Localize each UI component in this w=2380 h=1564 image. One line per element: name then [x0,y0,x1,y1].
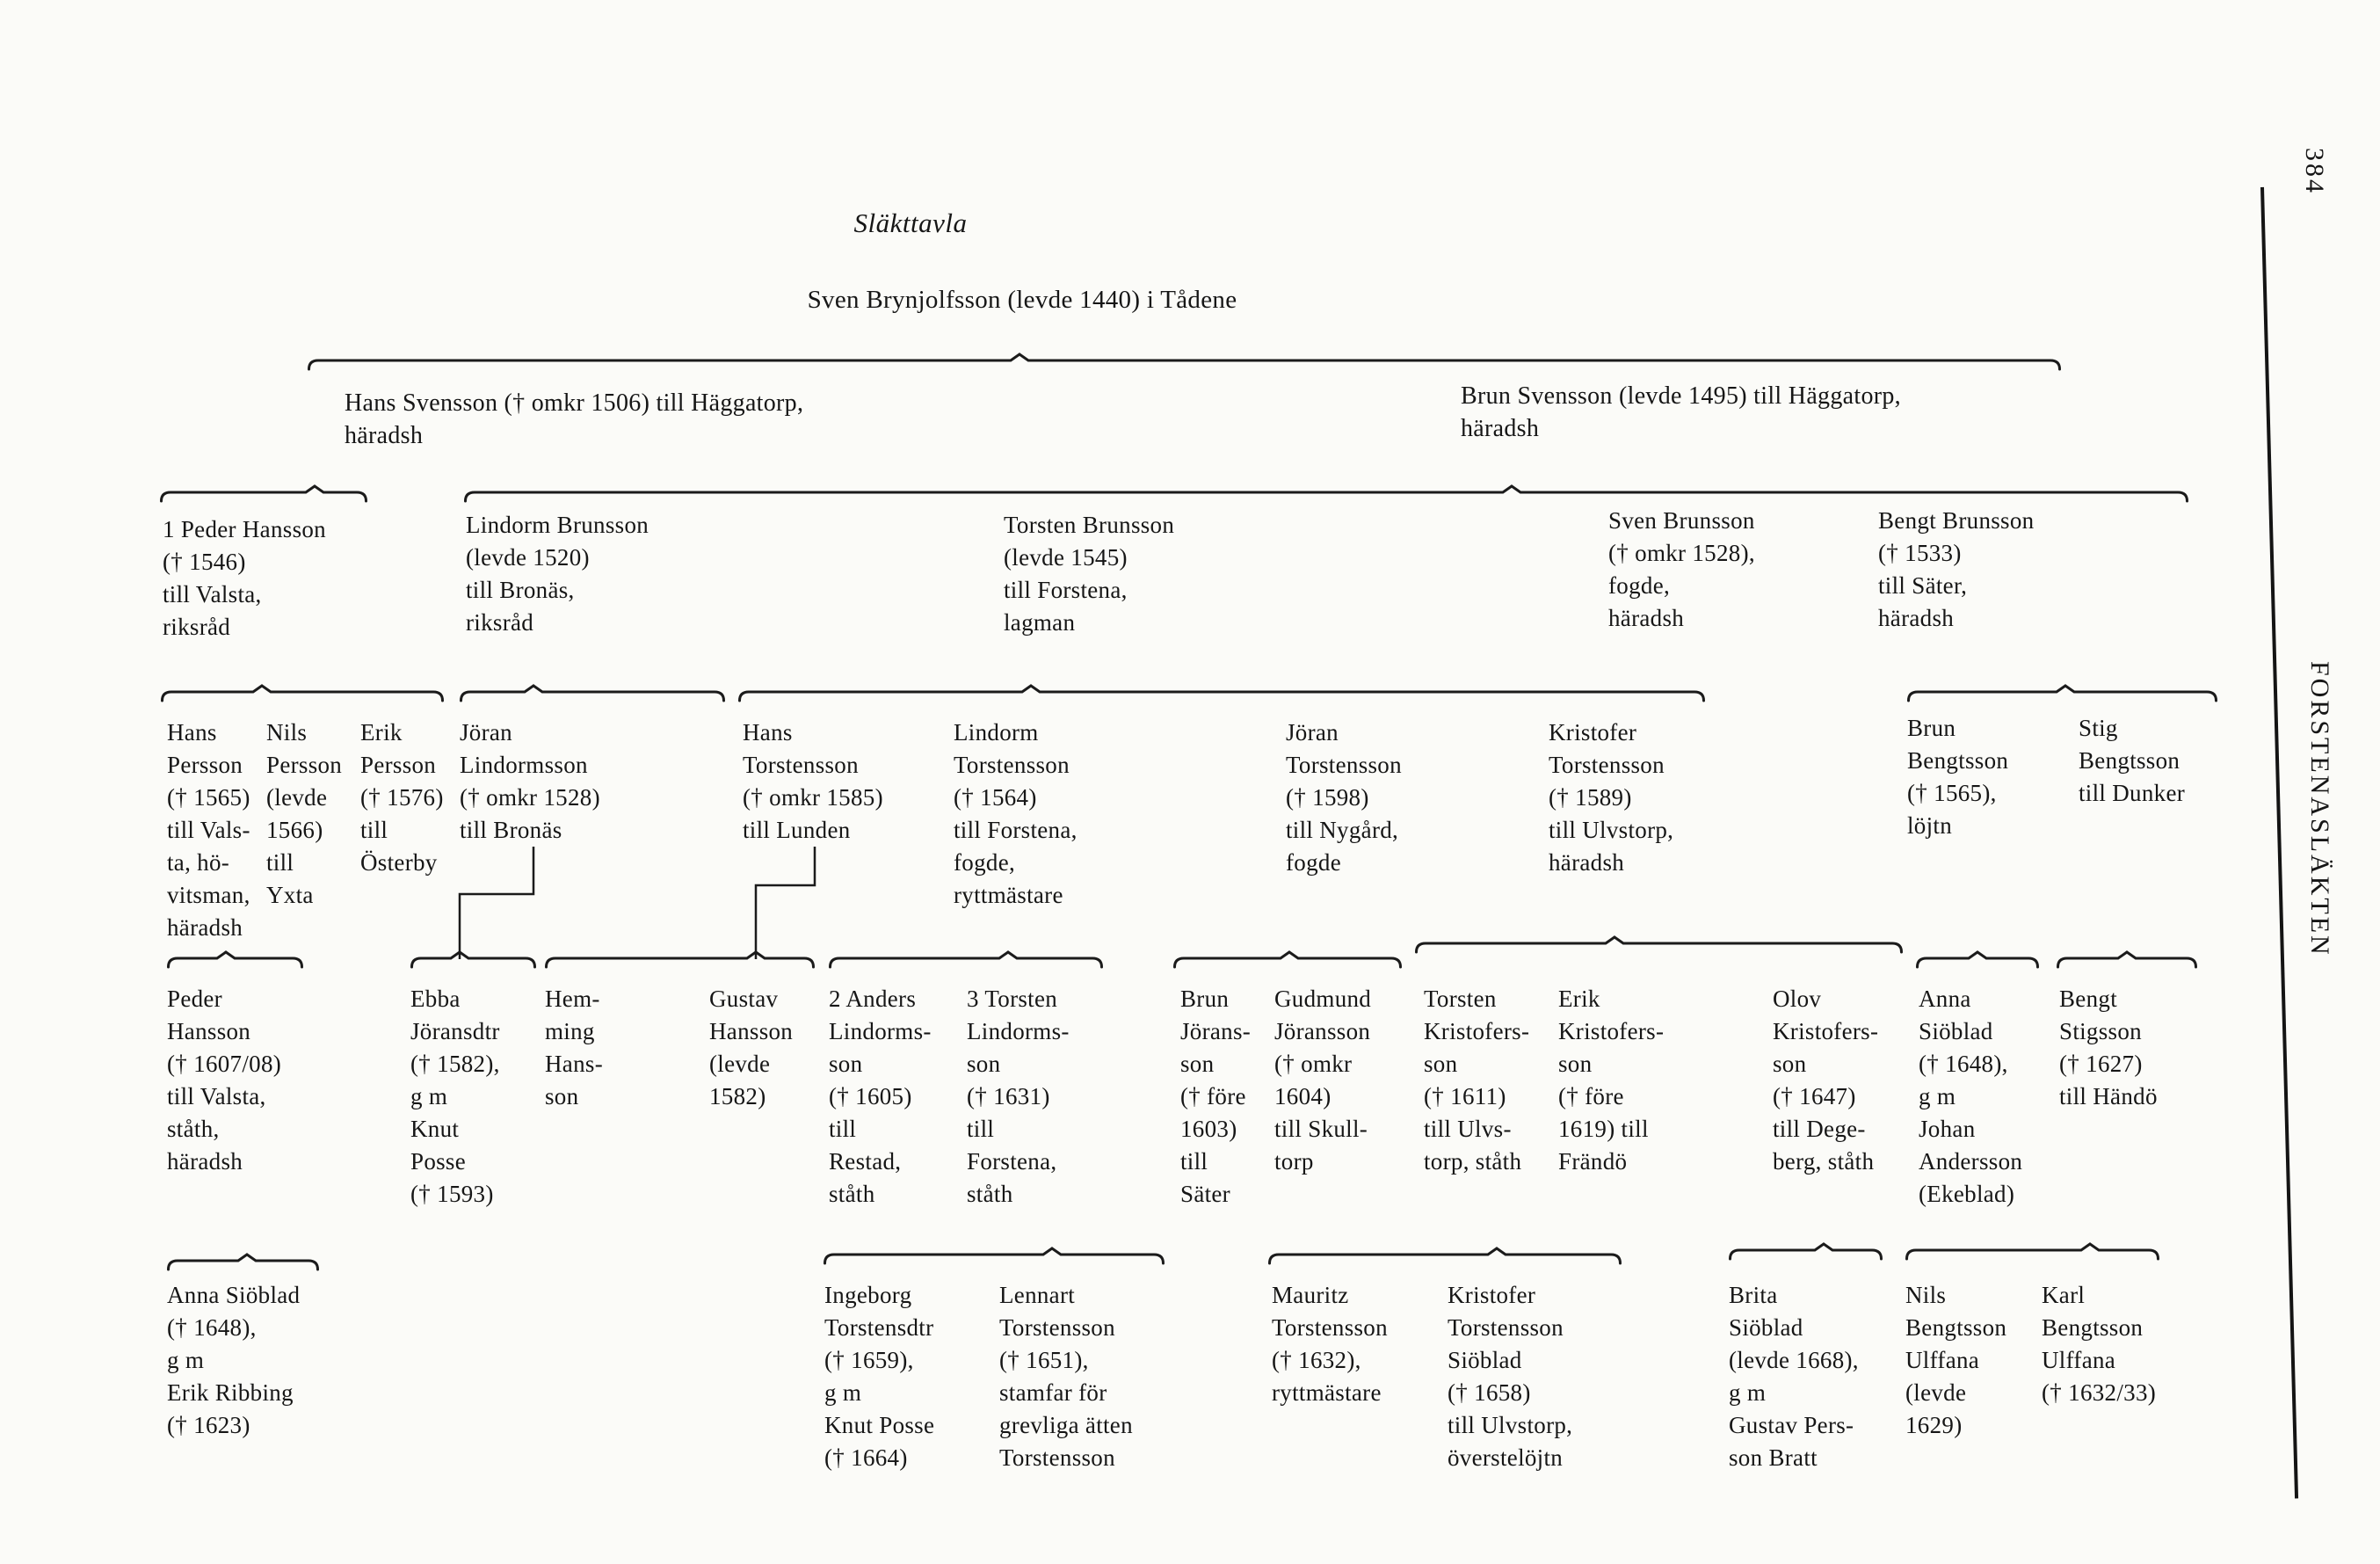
margin-rule [2260,187,2298,1499]
person-ingeborg-torstensdtr: Ingeborg Torstensdtr († 1659), g m Knut Posse († 1664) [824,1282,935,1471]
person-lindorm-torstensson: Lindorm Torstensson († 1564) till Forstena, fogde, ryttmästare [954,719,1078,908]
person-joran-lindormsson: Jöran Lindormsson († omkr 1528) till Bronäs [460,719,600,843]
brace-kristofer-torstensson-children [1415,935,1903,959]
brace-bengt-brunsson-children [1907,684,2217,708]
brace-bengt-stigsson-children [1905,1242,2159,1266]
brace-lindorm-torstensson-children [829,950,1103,974]
brace-lindorm-brunsson-children [460,684,725,708]
person-karl-bengtsson-ulffana: Karl Bengtsson Ulffana († 1632/33) [2042,1282,2157,1406]
person-hemming-hansson: Hem- ming Hans- son [545,986,603,1109]
brace-stig-bengtsson-children [2057,950,2197,974]
brace-brun-svensson-children [464,484,2188,508]
person-hans-persson: Hans Persson († 1565) till Vals- ta, hö- vitsman, häradsh [167,719,250,941]
person-erik-kristofersson: Erik Kristofers- son († före 1619) till Frändö [1558,986,1665,1175]
brace-gen1-children [308,353,2061,376]
person-brun-svensson: Brun Svensson (levde 1495) till Häggatorp, häradsh [1461,382,1901,442]
brace-brun-bengtsson-children [1916,950,2039,974]
person-lennart-torstensson: Lennart Torstensson († 1651), stamfar för grevliga ätten Torstensson [999,1282,1133,1471]
person-brun-bengtsson: Brun Bengtsson († 1565), löjtn [1907,715,2009,839]
person-torsten-lindormsson: 3 Torsten Lindorms- son († 1631) till Forstena, ståth [967,986,1070,1207]
brace-torsten-lindormsson-children [824,1247,1165,1270]
person-anna-sioblad-ribbing: Anna Siöblad († 1648), g m Erik Ribbing († 1623) [167,1282,301,1438]
person-sven-brynjolfsson: Sven Brynjolfsson (levde 1440) i Tådene [807,286,1237,314]
person-brun-joransson: Brun Jörans- son († före 1603) till Säter [1180,986,1252,1207]
person-kristofer-torstensson-sioblad: Kristofer Torstensson Siöblad († 1658) till Ulvstorp, överstelöjtn [1448,1282,1573,1471]
person-nils-persson: Nils Persson (levde 1566) till Yxta [266,719,343,908]
person-bengt-stigsson: Bengt Stigsson († 1627) till Händö [2059,986,2158,1109]
person-olov-kristofersson: Olov Kristofers- son († 1647) till Dege- berg, ståth [1773,986,1879,1175]
margin-chapter-title: FORSTENASLÄKTEN [2305,661,2334,957]
person-hans-svensson: Hans Svensson († omkr 1506) till Häggatorp, häradsh [345,389,804,449]
person-peder-hansson-1607: Peder Hansson († 1607/08) till Valsta, ståth, häradsh [167,986,282,1175]
brace-joran-torstensson-children [1173,950,1402,974]
table-title: Släkttavla [853,207,968,238]
person-brita-sioblad: Brita Siöblad (levde 1668), g m Gustav Pers- son Bratt [1729,1282,1859,1471]
person-gudmund-joransson: Gudmund Jöransson († omkr 1604) till Skull- torp [1274,986,1372,1175]
person-nils-bengtsson-ulffana: Nils Bengtsson Ulffana (levde 1629) [1905,1282,2007,1438]
person-anna-sioblad-ekeblad: Anna Siöblad († 1648), g m Johan Andersson (Ekeblad) [1919,986,2023,1207]
person-mauritz-torstensson: Mauritz Torstensson († 1632), ryttmästare [1272,1282,1388,1406]
brace-olov-kristofersson-children [1729,1242,1883,1266]
brace-peder-hansson-1607-children [167,1253,319,1277]
person-peder-hansson-1546: 1 Peder Hansson († 1546) till Valsta, riksråd [163,516,326,640]
brace-torsten-brunsson-children [738,684,1705,708]
brace-hans-svensson-children [160,484,367,508]
connector-hans-torstensson-descendants [754,845,818,967]
person-hans-torstensson: Hans Torstensson († omkr 1585) till Lunden [743,719,883,843]
person-gustav-hansson: Gustav Hansson (levde 1582) [709,986,794,1109]
brace-peder-hansson-children [161,684,444,708]
person-torsten-kristofersson: Torsten Kristofers- son († 1611) till Ulvs- torp, ståth [1424,986,1530,1175]
page-number: 384 [2300,148,2329,195]
person-joran-torstensson: Jöran Torstensson († 1598) till Nygård, fogde [1286,719,1402,876]
brace-torsten-kristofersson-children [1268,1247,1622,1270]
person-bengt-brunsson: Bengt Brunsson († 1533) till Säter, häradsh [1878,507,2035,631]
brace-hans-persson-children [167,950,303,974]
connector-joran-lindormsson-descendants [458,845,537,967]
person-torsten-brunsson: Torsten Brunsson (levde 1545) till Forstena, lagman [1004,512,1175,636]
person-lindorm-brunsson: Lindorm Brunsson (levde 1520) till Bronäs, riksråd [466,512,649,636]
person-stig-bengtsson: Stig Bengtsson till Dunker [2079,715,2186,806]
person-kristofer-torstensson: Kristofer Torstensson († 1589) till Ulvstorp, häradsh [1549,719,1674,876]
person-ebba-joransdtr: Ebba Jöransdtr († 1582), g m Knut Posse († 1593) [410,986,500,1207]
person-anders-lindormsson: 2 Anders Lindorms- son († 1605) till Restad, ståth [829,986,932,1207]
person-sven-brunsson: Sven Brunsson († omkr 1528), fogde, häradsh [1608,507,1755,631]
person-erik-persson: Erik Persson († 1576) till Österby [360,719,444,876]
